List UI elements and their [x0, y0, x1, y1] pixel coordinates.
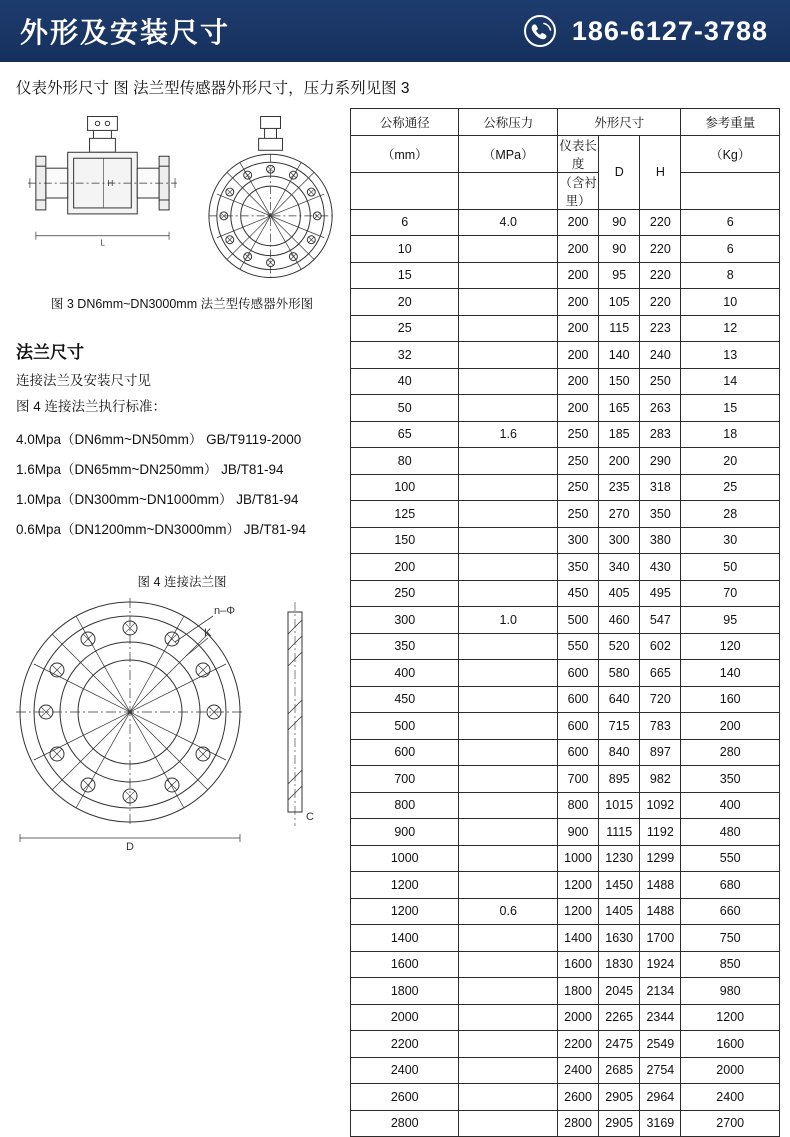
cell-h: 283: [640, 421, 681, 448]
header-nominal-diameter: 公称通径: [351, 109, 459, 136]
table-header-row-2: [351, 135, 780, 172]
cell-nominal-pressure: [459, 1031, 558, 1058]
figure-4-flange-diagram: [8, 594, 338, 854]
table-header-row-1: [351, 109, 780, 136]
header-meter-length: 仪表长度: [558, 135, 599, 172]
flange-standard-2: 1.0Mpa（DN300mm~DN1000mm） JB/T81-94: [16, 491, 299, 507]
cell-nominal-diameter: 40: [351, 368, 459, 395]
cell-nominal-pressure: [459, 501, 558, 528]
cell-nominal-diameter: 800: [351, 792, 459, 819]
cell-h: 2754: [640, 1057, 681, 1084]
cell-nominal-diameter: 200: [351, 554, 459, 581]
table-row: [351, 554, 780, 581]
svg-text:H: H: [107, 179, 114, 189]
table-row: [351, 1004, 780, 1031]
table-row: [351, 766, 780, 793]
cell-meter-length: 600: [558, 739, 599, 766]
cell-d: 460: [599, 607, 640, 634]
cell-meter-length: 500: [558, 607, 599, 634]
cell-d: 340: [599, 554, 640, 581]
cell-nominal-pressure: [459, 554, 558, 581]
cell-nominal-pressure: [459, 262, 558, 289]
cell-d: 2475: [599, 1031, 640, 1058]
cell-h: 240: [640, 342, 681, 369]
cell-h: 547: [640, 607, 681, 634]
table-row: [351, 660, 780, 687]
svg-text:D: D: [126, 840, 134, 853]
cell-nominal-diameter: 15: [351, 262, 459, 289]
cell-weight: 10: [681, 289, 780, 316]
svg-text:n–Φ: n–Φ: [214, 604, 236, 617]
cell-d: 2265: [599, 1004, 640, 1031]
cell-weight: 2000: [681, 1057, 780, 1084]
cell-nominal-pressure: [459, 845, 558, 872]
cell-nominal-diameter: 2600: [351, 1084, 459, 1111]
content-area: [0, 108, 790, 1137]
cell-nominal-pressure: [459, 580, 558, 607]
cell-weight: 1600: [681, 1031, 780, 1058]
table-row: [351, 1031, 780, 1058]
cell-nominal-pressure: [459, 633, 558, 660]
cell-nominal-diameter: 2000: [351, 1004, 459, 1031]
header-weight-unit: （Kg）: [681, 135, 780, 172]
cell-d: 405: [599, 580, 640, 607]
cell-h: 720: [640, 686, 681, 713]
sensor-side-view-diagram: [16, 108, 195, 288]
cell-h: 380: [640, 527, 681, 554]
cell-meter-length: 600: [558, 713, 599, 740]
sensor-front-view-diagram: [195, 108, 344, 288]
cell-d: 2045: [599, 978, 640, 1005]
cell-nominal-diameter: 1600: [351, 951, 459, 978]
table-row: [351, 501, 780, 528]
table-body: [351, 209, 780, 1137]
cell-meter-length: 1000: [558, 845, 599, 872]
cell-h: 220: [640, 262, 681, 289]
header-h: H: [640, 135, 681, 209]
cell-meter-length: 200: [558, 236, 599, 263]
cell-weight: 6: [681, 209, 780, 236]
cell-nominal-diameter: 25: [351, 315, 459, 342]
table-row: [351, 845, 780, 872]
cell-nominal-diameter: 500: [351, 713, 459, 740]
cell-h: 220: [640, 289, 681, 316]
cell-meter-length: 200: [558, 315, 599, 342]
cell-d: 115: [599, 315, 640, 342]
cell-meter-length: 250: [558, 421, 599, 448]
cell-nominal-diameter: 100: [351, 474, 459, 501]
table-row: [351, 951, 780, 978]
cell-meter-length: 900: [558, 819, 599, 846]
svg-text:L: L: [100, 238, 105, 248]
table-row: [351, 925, 780, 952]
cell-nominal-diameter: 1200: [351, 898, 459, 925]
cell-meter-length: 700: [558, 766, 599, 793]
cell-h: 350: [640, 501, 681, 528]
table-row: [351, 607, 780, 634]
cell-weight: 280: [681, 739, 780, 766]
table-row: [351, 262, 780, 289]
cell-weight: 680: [681, 872, 780, 899]
cell-h: 2549: [640, 1031, 681, 1058]
cell-h: 2964: [640, 1084, 681, 1111]
cell-weight: 28: [681, 501, 780, 528]
section-subtitle: 仪表外形尺寸 图 法兰型传感器外形尺寸，压力系列见图 3: [16, 80, 410, 97]
table-row: [351, 421, 780, 448]
cell-h: 223: [640, 315, 681, 342]
table-row: [351, 978, 780, 1005]
table-row: [351, 792, 780, 819]
cell-nominal-pressure: [459, 1004, 558, 1031]
header-nominal-pressure: 公称压力: [459, 109, 558, 136]
cell-nominal-diameter: 6: [351, 209, 459, 236]
cell-d: 1115: [599, 819, 640, 846]
cell-d: 200: [599, 448, 640, 475]
flange-section-title: 法兰尺寸: [16, 343, 84, 362]
cell-nominal-pressure: [459, 872, 558, 899]
cell-nominal-diameter: 1000: [351, 845, 459, 872]
flange-desc-line-2: 图 4 连接法兰执行标准：: [16, 399, 167, 415]
cell-meter-length: 250: [558, 448, 599, 475]
cell-nominal-pressure: [459, 739, 558, 766]
header-outline-dimensions: 外形尺寸: [558, 109, 681, 136]
svg-text:C: C: [306, 810, 314, 823]
table-row: [351, 368, 780, 395]
cell-weight: 2700: [681, 1110, 780, 1137]
cell-nominal-diameter: 300: [351, 607, 459, 634]
cell-nominal-pressure: [459, 819, 558, 846]
page-title: 外形及安装尺寸: [20, 17, 231, 48]
cell-h: 665: [640, 660, 681, 687]
cell-meter-length: 600: [558, 686, 599, 713]
cell-h: 1488: [640, 872, 681, 899]
cell-h: 897: [640, 739, 681, 766]
cell-meter-length: 250: [558, 501, 599, 528]
cell-weight: 13: [681, 342, 780, 369]
table-row: [351, 236, 780, 263]
table-row: [351, 739, 780, 766]
flange-desc-line-1: 连接法兰及安装尺寸见: [16, 373, 151, 388]
cell-weight: 120: [681, 633, 780, 660]
cell-weight: 660: [681, 898, 780, 925]
header-dn-spacer: [351, 172, 459, 209]
cell-h: 3169: [640, 1110, 681, 1137]
cell-d: 95: [599, 262, 640, 289]
cell-nominal-pressure: [459, 448, 558, 475]
right-column: [350, 108, 790, 1137]
dimensions-table: [350, 108, 780, 1137]
cell-nominal-diameter: 1800: [351, 978, 459, 1005]
table-row: [351, 1084, 780, 1111]
cell-nominal-pressure: [459, 289, 558, 316]
cell-nominal-pressure: [459, 792, 558, 819]
cell-h: 318: [640, 474, 681, 501]
cell-meter-length: 300: [558, 527, 599, 554]
cell-nominal-diameter: 600: [351, 739, 459, 766]
table-row: [351, 315, 780, 342]
cell-weight: 2400: [681, 1084, 780, 1111]
cell-h: 2344: [640, 1004, 681, 1031]
cell-h: 290: [640, 448, 681, 475]
cell-h: 1192: [640, 819, 681, 846]
flange-standard-0: 4.0Mpa（DN6mm~DN50mm） GB/T9119-2000: [16, 431, 302, 447]
cell-weight: 18: [681, 421, 780, 448]
cell-weight: 750: [681, 925, 780, 952]
cell-nominal-pressure: 0.6: [459, 898, 558, 925]
cell-nominal-pressure: [459, 474, 558, 501]
cell-weight: 850: [681, 951, 780, 978]
cell-nominal-diameter: 65: [351, 421, 459, 448]
table-row: [351, 713, 780, 740]
cell-d: 715: [599, 713, 640, 740]
cell-meter-length: 2600: [558, 1084, 599, 1111]
cell-meter-length: 350: [558, 554, 599, 581]
cell-h: 1924: [640, 951, 681, 978]
cell-nominal-pressure: 4.0: [459, 209, 558, 236]
header-length-note: （含衬里）: [558, 172, 599, 209]
cell-nominal-pressure: [459, 766, 558, 793]
cell-weight: 14: [681, 368, 780, 395]
flange-standard-3: 0.6Mpa（DN1200mm~DN3000mm） JB/T81-94: [16, 521, 306, 537]
table-row: [351, 898, 780, 925]
cell-meter-length: 550: [558, 633, 599, 660]
cell-weight: 6: [681, 236, 780, 263]
table-row: [351, 1110, 780, 1137]
cell-weight: 140: [681, 660, 780, 687]
cell-weight: 12: [681, 315, 780, 342]
cell-meter-length: 600: [558, 660, 599, 687]
cell-meter-length: 1800: [558, 978, 599, 1005]
cell-meter-length: 2000: [558, 1004, 599, 1031]
cell-nominal-pressure: 1.6: [459, 421, 558, 448]
cell-nominal-diameter: 1400: [351, 925, 459, 952]
cell-nominal-pressure: [459, 978, 558, 1005]
cell-d: 90: [599, 236, 640, 263]
cell-nominal-pressure: [459, 236, 558, 263]
table-row: [351, 633, 780, 660]
cell-d: 640: [599, 686, 640, 713]
cell-d: 1230: [599, 845, 640, 872]
figure-4-caption: 图 4 连接法兰图: [137, 574, 227, 589]
cell-nominal-diameter: 700: [351, 766, 459, 793]
cell-d: 105: [599, 289, 640, 316]
cell-nominal-pressure: [459, 368, 558, 395]
phone-icon: [520, 14, 560, 48]
cell-nominal-pressure: [459, 660, 558, 687]
cell-meter-length: 1400: [558, 925, 599, 952]
cell-weight: 980: [681, 978, 780, 1005]
table-row: [351, 448, 780, 475]
figure-3-caption: 图 3 DN6mm~DN3000mm 法兰型传感器外形图: [50, 297, 314, 311]
cell-nominal-diameter: 350: [351, 633, 459, 660]
cell-d: 185: [599, 421, 640, 448]
header-pn-unit: （MPa）: [459, 135, 558, 172]
cell-d: 840: [599, 739, 640, 766]
table-row: [351, 872, 780, 899]
cell-nominal-diameter: 20: [351, 289, 459, 316]
cell-weight: 160: [681, 686, 780, 713]
cell-d: 270: [599, 501, 640, 528]
cell-meter-length: 200: [558, 342, 599, 369]
table-row: [351, 580, 780, 607]
cell-nominal-pressure: 1.0: [459, 607, 558, 634]
table-row: [351, 819, 780, 846]
cell-nominal-pressure: [459, 686, 558, 713]
table-row: [351, 209, 780, 236]
table-row: [351, 686, 780, 713]
flange-standard-1: 1.6Mpa（DN65mm~DN250mm） JB/T81-94: [16, 461, 284, 477]
cell-nominal-diameter: 150: [351, 527, 459, 554]
cell-h: 783: [640, 713, 681, 740]
cell-nominal-diameter: 10: [351, 236, 459, 263]
cell-meter-length: 450: [558, 580, 599, 607]
cell-h: 602: [640, 633, 681, 660]
cell-weight: 1200: [681, 1004, 780, 1031]
cell-h: 430: [640, 554, 681, 581]
cell-weight: 20: [681, 448, 780, 475]
cell-d: 580: [599, 660, 640, 687]
cell-meter-length: 2400: [558, 1057, 599, 1084]
cell-h: 263: [640, 395, 681, 422]
cell-weight: 8: [681, 262, 780, 289]
cell-h: 1488: [640, 898, 681, 925]
cell-weight: 400: [681, 792, 780, 819]
cell-nominal-pressure: [459, 395, 558, 422]
cell-nominal-diameter: 2200: [351, 1031, 459, 1058]
table-row: [351, 289, 780, 316]
header-reference-weight: 参考重量: [681, 109, 780, 136]
cell-nominal-diameter: 80: [351, 448, 459, 475]
cell-meter-length: 2800: [558, 1110, 599, 1137]
cell-h: 1299: [640, 845, 681, 872]
cell-d: 140: [599, 342, 640, 369]
cell-nominal-pressure: [459, 1057, 558, 1084]
header-contact: [520, 14, 768, 48]
cell-d: 90: [599, 209, 640, 236]
cell-d: 165: [599, 395, 640, 422]
cell-d: 1450: [599, 872, 640, 899]
cell-nominal-pressure: [459, 951, 558, 978]
cell-nominal-diameter: 1200: [351, 872, 459, 899]
cell-h: 495: [640, 580, 681, 607]
cell-d: 1830: [599, 951, 640, 978]
cell-nominal-diameter: 2400: [351, 1057, 459, 1084]
cell-meter-length: 200: [558, 262, 599, 289]
cell-d: 2905: [599, 1084, 640, 1111]
table-header-row-3: [351, 172, 780, 209]
header-dn-unit: （mm）: [351, 135, 459, 172]
cell-h: 2134: [640, 978, 681, 1005]
cell-nominal-diameter: 250: [351, 580, 459, 607]
header-weight-spacer: [681, 172, 780, 209]
cell-weight: 480: [681, 819, 780, 846]
cell-weight: 15: [681, 395, 780, 422]
cell-d: 895: [599, 766, 640, 793]
cell-h: 1700: [640, 925, 681, 952]
cell-meter-length: 200: [558, 209, 599, 236]
cell-h: 1092: [640, 792, 681, 819]
table-header: [351, 109, 780, 210]
cell-nominal-diameter: 400: [351, 660, 459, 687]
cell-d: 235: [599, 474, 640, 501]
left-column: [0, 108, 350, 859]
cell-nominal-diameter: 2800: [351, 1110, 459, 1137]
cell-meter-length: 1600: [558, 951, 599, 978]
header-phone-number: 186-6127-3788: [571, 15, 768, 46]
cell-d: 520: [599, 633, 640, 660]
header-pn-spacer: [459, 172, 558, 209]
cell-h: 982: [640, 766, 681, 793]
table-row: [351, 474, 780, 501]
page-header: [0, 0, 790, 62]
table-row: [351, 1057, 780, 1084]
cell-weight: 550: [681, 845, 780, 872]
cell-d: 2905: [599, 1110, 640, 1137]
cell-nominal-pressure: [459, 315, 558, 342]
cell-d: 2685: [599, 1057, 640, 1084]
cell-weight: 30: [681, 527, 780, 554]
cell-meter-length: 1200: [558, 898, 599, 925]
cell-nominal-diameter: 900: [351, 819, 459, 846]
cell-nominal-diameter: 125: [351, 501, 459, 528]
cell-d: 300: [599, 527, 640, 554]
cell-h: 220: [640, 209, 681, 236]
cell-meter-length: 250: [558, 474, 599, 501]
header-d: D: [599, 135, 640, 209]
cell-nominal-pressure: [459, 342, 558, 369]
cell-weight: 350: [681, 766, 780, 793]
cell-weight: 200: [681, 713, 780, 740]
cell-weight: 70: [681, 580, 780, 607]
cell-meter-length: 1200: [558, 872, 599, 899]
cell-nominal-diameter: 50: [351, 395, 459, 422]
cell-d: 1405: [599, 898, 640, 925]
cell-nominal-diameter: 32: [351, 342, 459, 369]
cell-weight: 95: [681, 607, 780, 634]
cell-meter-length: 200: [558, 395, 599, 422]
cell-nominal-pressure: [459, 713, 558, 740]
cell-h: 220: [640, 236, 681, 263]
cell-weight: 25: [681, 474, 780, 501]
table-row: [351, 342, 780, 369]
cell-meter-length: 200: [558, 289, 599, 316]
cell-nominal-pressure: [459, 1110, 558, 1137]
cell-h: 250: [640, 368, 681, 395]
cell-meter-length: 2200: [558, 1031, 599, 1058]
svg-text:K: K: [204, 626, 212, 639]
cell-meter-length: 800: [558, 792, 599, 819]
cell-d: 1630: [599, 925, 640, 952]
figure-3-drawings: [14, 108, 350, 288]
cell-d: 1015: [599, 792, 640, 819]
cell-weight: 50: [681, 554, 780, 581]
cell-meter-length: 200: [558, 368, 599, 395]
cell-d: 150: [599, 368, 640, 395]
cell-nominal-pressure: [459, 527, 558, 554]
cell-nominal-diameter: 450: [351, 686, 459, 713]
table-row: [351, 395, 780, 422]
table-row: [351, 527, 780, 554]
cell-nominal-pressure: [459, 925, 558, 952]
cell-nominal-pressure: [459, 1084, 558, 1111]
